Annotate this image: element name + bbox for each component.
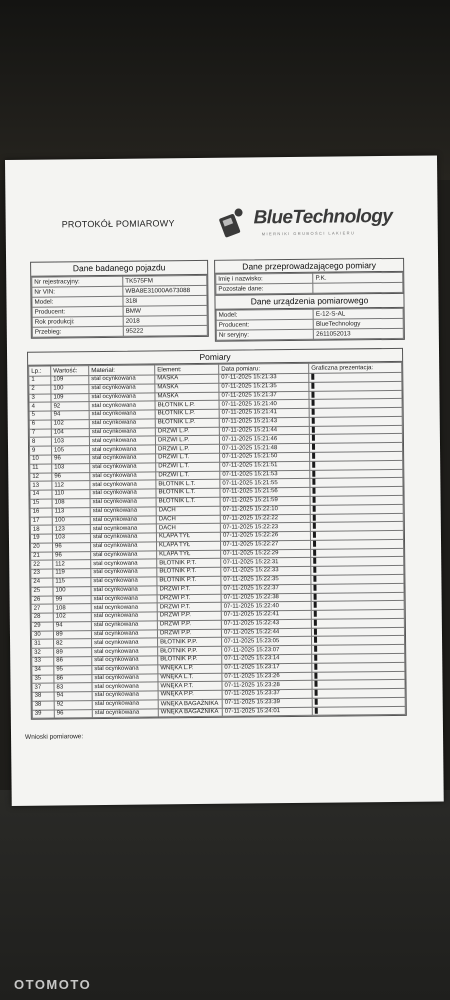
measurement-lp: 24: [31, 578, 53, 587]
measurement-date: 07-11-2025 15:22:44: [221, 628, 311, 638]
measurement-lp: 17: [30, 517, 52, 526]
vehicle-data-value: BMW: [123, 305, 207, 316]
measurement-material: stal ocynkowana: [91, 559, 157, 568]
measurement-lp: 26: [31, 596, 53, 605]
measurement-lp: 21: [31, 552, 53, 561]
measurement-lp: 37: [32, 683, 54, 692]
vehicle-data-box: [30, 260, 209, 339]
vehicle-data-value: WBA8E31000A673088: [123, 285, 207, 296]
measurement-material: stal ocynkowana: [91, 586, 157, 595]
measurement-element: DRZWI P.T.: [157, 585, 221, 594]
measurement-material: stal ocynkowana: [91, 594, 157, 603]
measurement-element: KLAPA TYŁ: [157, 541, 221, 550]
measurement-element: KLAPA TYŁ: [157, 550, 221, 559]
value-bar: [313, 567, 316, 573]
value-bar: [312, 426, 315, 432]
measurement-element: WNĘKA BAGAŻNIKA: [158, 708, 222, 717]
column-header: Element:: [155, 364, 219, 375]
measurement-value: 110: [52, 490, 90, 499]
measurement-lp: 33: [32, 657, 54, 666]
device-data-label: Model:: [216, 309, 313, 320]
measurement-element: DACH: [156, 515, 220, 524]
measurement-material: stal ocynkowana: [89, 401, 155, 410]
measurement-lp: 12: [30, 473, 52, 482]
measurement-date: 07-11-2025 15:21:41: [219, 408, 309, 418]
device-data-value: 2611052013: [314, 328, 404, 339]
measurer-data-heading: Dane przeprowadzającego pomiary: [215, 259, 403, 274]
measurement-material: stal ocynkowana: [92, 638, 158, 647]
vehicle-data-value: 318i: [123, 295, 207, 306]
column-header: Data pomiaru:: [219, 363, 309, 374]
measurement-date: 07-11-2025 15:22:23: [220, 523, 310, 533]
device-data-table: [216, 308, 404, 341]
measurement-lp: 39: [32, 710, 54, 719]
background-bottom: [0, 790, 450, 1000]
bluetechnology-logo: [213, 202, 413, 248]
measurement-value: 96: [52, 455, 90, 464]
measurement-element: BŁOTNIK P.P.: [158, 646, 222, 655]
measurement-lp: 16: [30, 508, 52, 517]
value-bar: [313, 514, 316, 520]
value-bar: [313, 558, 316, 564]
value-bar: [312, 444, 315, 450]
measurer-data-label: Imię i nazwisko:: [216, 273, 313, 284]
measurement-date: 07-11-2025 15:22:31: [221, 558, 311, 568]
measurement-value: 89: [54, 648, 92, 657]
device-data-label: Nr seryjny:: [216, 329, 313, 340]
measurement-material: stal ocynkowana: [89, 428, 155, 437]
column-header: Wartość:: [51, 366, 89, 376]
vehicle-data-value: 95222: [123, 325, 207, 336]
measurement-element: BŁOTNIK P.T.: [157, 567, 221, 576]
measurement-material: stal ocynkowana: [91, 621, 157, 630]
measurement-date: 07-11-2025 15:23:28: [222, 681, 312, 691]
measurement-lp: 15: [30, 499, 52, 508]
vehicle-data-label: Producent:: [32, 306, 123, 317]
measurement-lp: 35: [32, 675, 54, 684]
measurement-date: 07-11-2025 15:21:55: [220, 479, 310, 489]
measurement-lp: 23: [31, 569, 53, 578]
vehicle-data-label: Nr rejestracyjny:: [32, 276, 123, 287]
measurement-material: stal ocynkowana: [92, 709, 158, 718]
vehicle-data-label: Rok produkcji:: [32, 316, 123, 327]
measurement-value: 86: [54, 674, 92, 683]
measurement-lp: 2: [29, 385, 51, 394]
measurement-element: MASKA: [155, 392, 219, 401]
measurement-value: 119: [53, 569, 91, 578]
logo-subtitle: MIERNIKI GRUBOŚCI LAKIERU: [261, 230, 356, 237]
measurement-material: stal ocynkowana: [90, 515, 156, 524]
value-bar: [313, 523, 316, 529]
measurement-material: stal ocynkowana: [89, 445, 155, 454]
background-top: [0, 0, 450, 180]
measurement-element: DRZWI L.T.: [156, 453, 220, 462]
measurement-element: DACH: [156, 506, 220, 515]
vehicle-data-heading: Dane badanego pojazdu: [31, 261, 207, 277]
measurement-value: 100: [52, 516, 90, 525]
value-bar: [312, 488, 315, 494]
measurement-element: DRZWI L.P.: [155, 427, 219, 436]
measurement-date: 07-11-2025 15:21:44: [219, 426, 309, 436]
measurement-lp: 14: [30, 490, 52, 499]
measurement-value: 109: [51, 376, 89, 385]
measurement-material: stal ocynkowana: [90, 489, 156, 498]
measurement-element: WNĘKA P.T.: [158, 682, 222, 691]
measurement-element: BŁOTNIK L.P.: [155, 418, 219, 427]
measurement-material: stal ocynkowana: [90, 507, 156, 516]
measurement-lp: 28: [31, 613, 53, 622]
vehicle-data-label: Nr VIN:: [32, 286, 123, 297]
measurement-date: 07-11-2025 15:23:14: [222, 654, 312, 664]
measurement-value: 86: [54, 657, 92, 666]
measurement-lp: 11: [30, 464, 52, 473]
measurement-lp: 20: [31, 543, 53, 552]
measurement-material: stal ocynkowana: [92, 647, 158, 656]
measurement-lp: 31: [32, 639, 54, 648]
measurement-value: 113: [52, 507, 90, 516]
measurement-material: stal ocynkowana: [89, 384, 155, 393]
value-bar: [314, 655, 317, 661]
measurement-lp: 9: [30, 446, 52, 455]
measurement-date: 07-11-2025 15:21:35: [219, 382, 309, 392]
measurement-material: stal ocynkowana: [91, 612, 157, 621]
measurer-data-table: [215, 272, 403, 295]
measurement-value: 102: [51, 420, 89, 429]
measurement-value: 109: [51, 393, 89, 402]
gauge-device-icon: [215, 205, 249, 239]
measurement-date: 07-11-2025 15:21:50: [220, 452, 310, 462]
measurement-graphic: [312, 706, 405, 716]
device-data-value: E-12-S-AL: [313, 308, 403, 319]
measurement-date: 07-11-2025 15:21:51: [220, 461, 310, 471]
measurement-date: 07-11-2025 15:21:46: [219, 435, 309, 445]
value-bar: [315, 699, 318, 705]
measurement-date: 07-11-2025 15:21:53: [220, 470, 310, 480]
measurement-date: 07-11-2025 15:22:26: [220, 531, 310, 541]
measurement-date: 07-11-2025 15:23:17: [222, 663, 312, 673]
measurement-date: 07-11-2025 15:23:07: [222, 646, 312, 656]
measurement-value: 105: [52, 446, 90, 455]
measurement-material: stal ocynkowana: [90, 480, 156, 489]
measurement-element: BŁOTNIK P.P.: [158, 655, 222, 664]
value-bar: [314, 681, 317, 687]
measurement-value: 100: [53, 586, 91, 595]
value-bar: [314, 646, 317, 652]
measurement-element: DACH: [156, 524, 220, 533]
value-bar: [314, 664, 317, 670]
measurement-value: 96: [53, 542, 91, 551]
measurement-element: MASKA: [155, 383, 219, 392]
measurement-date: 07-11-2025 15:21:48: [219, 444, 309, 454]
measurement-element: WNĘKA BAGAŻNIKA: [158, 699, 222, 708]
value-bar: [313, 576, 316, 582]
measurement-date: 07-11-2025 15:21:37: [219, 391, 309, 401]
measurement-date: 07-11-2025 15:21:40: [219, 400, 309, 410]
measurement-element: BŁOTNIK P.T.: [157, 576, 221, 585]
measurement-element: MASKA: [155, 374, 219, 383]
measurement-value: 89: [53, 630, 91, 639]
measurement-lp: 30: [31, 631, 53, 640]
measurement-material: stal ocynkowana: [91, 568, 157, 577]
measurement-lp: 3: [29, 394, 51, 403]
measurement-date: 07-11-2025 15:22:10: [220, 505, 310, 515]
measurement-material: stal ocynkowana: [90, 524, 156, 533]
value-bar: [312, 462, 315, 468]
measurement-date: 07-11-2025 15:22:29: [221, 549, 311, 559]
measurement-lp: 18: [30, 525, 52, 534]
measurement-element: WNĘKA L.T.: [158, 673, 222, 682]
measurement-date: 07-11-2025 15:23:37: [222, 689, 312, 699]
measurement-lp: 10: [30, 455, 52, 464]
measurement-value: 103: [51, 437, 89, 446]
measurement-material: stal ocynkowana: [90, 498, 156, 507]
measurement-value: 104: [51, 428, 89, 437]
measurement-material: stal ocynkowana: [91, 603, 157, 612]
measurement-value: 112: [52, 481, 90, 490]
otomoto-watermark: OTOMOTO: [14, 977, 92, 992]
measurement-lp: 29: [31, 622, 53, 631]
value-bar: [313, 541, 316, 547]
measurement-element: DRZWI P.P.: [157, 629, 221, 638]
measurement-element: BŁOTNIK L.P.: [155, 409, 219, 418]
measurement-lp: 27: [31, 604, 53, 613]
measurement-material: stal ocynkowana: [92, 700, 158, 709]
measurement-protocol-sheet: [5, 155, 444, 805]
measurement-lp: 32: [32, 648, 54, 657]
conclusions-label: Wnioski pomiarowe:: [25, 733, 84, 741]
measurer-data-box: [214, 258, 405, 342]
measurement-material: stal ocynkowana: [90, 454, 156, 463]
measurement-material: stal ocynkowana: [90, 533, 156, 542]
measurement-lp: 6: [29, 420, 51, 429]
measurement-date: 07-11-2025 15:22:40: [221, 602, 311, 612]
measurement-date: 07-11-2025 15:22:41: [221, 610, 311, 620]
value-bar: [314, 593, 317, 599]
value-bar: [314, 628, 317, 634]
measurement-lp: 13: [30, 481, 52, 490]
measurer-data-label: Pozostałe dane:: [216, 283, 313, 294]
value-bar: [314, 672, 317, 678]
value-bar: [315, 707, 318, 713]
measurement-lp: 22: [31, 560, 53, 569]
measurement-lp: 38: [32, 692, 54, 701]
measurement-date: 07-11-2025 15:22:33: [221, 567, 311, 577]
measurement-value: 96: [52, 472, 90, 481]
measurer-data-value: [313, 282, 403, 293]
vehicle-data-table: [31, 275, 208, 338]
protocol-title: PROTOKÓŁ POMIAROWY: [61, 218, 175, 230]
measurement-value: 92: [51, 402, 89, 411]
vehicle-data-value: TK575FM: [123, 275, 207, 286]
measurement-element: DRZWI P.P.: [157, 620, 221, 629]
measurement-date: 07-11-2025 15:23:26: [222, 672, 312, 682]
measurement-element: DRZWI L.P.: [155, 445, 219, 454]
value-bar: [314, 602, 317, 608]
measurement-date: 07-11-2025 15:23:39: [222, 698, 312, 708]
measurement-value: 103: [52, 534, 90, 543]
measurement-material: stal ocynkowana: [91, 577, 157, 586]
measurement-material: stal ocynkowana: [92, 673, 158, 682]
measurement-material: stal ocynkowana: [90, 472, 156, 481]
measurement-lp: 25: [31, 587, 53, 596]
measurement-lp: 7: [29, 429, 51, 438]
measurement-value: 108: [53, 604, 91, 613]
value-bar: [311, 391, 314, 397]
value-bar: [312, 479, 315, 485]
measurement-material: stal ocynkowana: [91, 630, 157, 639]
measurement-element: DRZWI P.P.: [157, 611, 221, 620]
vehicle-data-label: Przebieg:: [32, 326, 123, 337]
measurement-date: 07-11-2025 15:21:59: [220, 496, 310, 506]
measurement-value: 99: [53, 595, 91, 604]
measurement-element: DRZWI P.T.: [157, 603, 221, 612]
measurement-element: WNĘKA L.P.: [158, 664, 222, 673]
measurement-material: stal ocynkowana: [90, 463, 156, 472]
device-data-value: BlueTechnology: [313, 318, 403, 329]
measurement-element: WNĘKA P.P.: [158, 690, 222, 699]
measurement-material: stal ocynkowana: [91, 551, 157, 560]
measurement-value: 100: [51, 384, 89, 393]
measurement-value: 96: [54, 709, 92, 718]
value-bar: [312, 453, 315, 459]
measurement-element: DRZWI L.T.: [156, 462, 220, 471]
measurement-value: 92: [54, 701, 92, 710]
measurement-value: 94: [51, 411, 89, 420]
measurement-lp: 34: [32, 666, 54, 675]
value-bar: [311, 374, 314, 380]
measurement-date: 07-11-2025 15:22:37: [221, 584, 311, 594]
measurement-lp: 1: [29, 376, 51, 385]
measurement-material: stal ocynkowana: [89, 393, 155, 402]
measurement-element: BŁOTNIK L.T.: [156, 488, 220, 497]
measurement-material: stal ocynkowana: [92, 656, 158, 665]
column-header: Materiał:: [89, 365, 155, 376]
measurement-element: BŁOTNIK P.T.: [157, 559, 221, 568]
device-data-heading: Dane urządzenia pomiarowego: [215, 293, 403, 310]
measurement-material: stal ocynkowana: [89, 410, 155, 419]
measurement-element: BŁOTNIK L.T.: [156, 497, 220, 506]
value-bar: [315, 690, 318, 696]
value-bar: [313, 497, 316, 503]
measurement-value: 112: [53, 560, 91, 569]
device-data-row: [216, 328, 403, 340]
measurement-date: 07-11-2025 15:22:35: [221, 575, 311, 585]
measurement-date: 07-11-2025 15:23:05: [222, 637, 312, 647]
measurement-material: stal ocynkowana: [89, 375, 155, 384]
value-bar: [314, 620, 317, 626]
measurement-element: DRZWI P.T.: [157, 594, 221, 603]
column-header: Lp.:: [29, 366, 51, 376]
measurement-value: 94: [54, 692, 92, 701]
measurement-date: 07-11-2025 15:22:38: [221, 593, 311, 603]
measurement-material: stal ocynkowana: [89, 436, 155, 445]
measurer-data-value: P.K.: [313, 272, 403, 283]
measurement-value: 95: [54, 665, 92, 674]
vehicle-data-row: [32, 325, 207, 337]
measurement-lp: 4: [29, 402, 51, 411]
measurement-value: 123: [52, 525, 90, 534]
value-bar: [313, 585, 316, 591]
measurement-element: DRZWI L.P.: [155, 436, 219, 445]
measurement-value: 108: [52, 499, 90, 508]
value-bar: [313, 549, 316, 555]
measurement-value: 94: [53, 621, 91, 630]
measurement-element: KLAPA TYŁ: [156, 532, 220, 541]
value-bar: [312, 470, 315, 476]
measurement-lp: 38: [32, 701, 54, 710]
measurement-element: DRZWI L.T.: [156, 471, 220, 480]
measurement-lp: 5: [29, 411, 51, 420]
measurement-date: 07-11-2025 15:24:01: [222, 707, 312, 717]
vehicle-data-label: Model:: [32, 296, 123, 307]
vehicle-data-value: 2018: [123, 315, 207, 326]
measurement-value: 115: [53, 578, 91, 587]
measurement-value: 83: [54, 683, 92, 692]
measurement-value: 96: [53, 551, 91, 560]
measurement-date: 07-11-2025 15:22:43: [221, 619, 311, 629]
measurement-material: stal ocynkowana: [92, 682, 158, 691]
value-bar: [314, 611, 317, 617]
measurement-lp: 19: [30, 534, 52, 543]
measurements-box: [27, 348, 407, 720]
measurement-material: stal ocynkowana: [92, 691, 158, 700]
measurement-value: 82: [54, 639, 92, 648]
value-bar: [312, 435, 315, 441]
measurements-heading: Pomiary: [28, 349, 402, 366]
logo-text: BlueTechnology: [253, 205, 393, 229]
measurement-element: BŁOTNIK L.T.: [156, 480, 220, 489]
measurement-lp: 8: [29, 437, 51, 446]
value-bar: [312, 400, 315, 406]
value-bar: [312, 409, 315, 415]
measurement-material: stal ocynkowana: [92, 665, 158, 674]
measurement-date: 07-11-2025 15:21:56: [220, 487, 310, 497]
value-bar: [313, 505, 316, 511]
value-bar: [314, 637, 317, 643]
measurement-date: 07-11-2025 15:22:22: [220, 514, 310, 524]
column-header: Graficzna prezentacja:: [309, 362, 402, 373]
measurement-date: 07-11-2025 15:22:27: [221, 540, 311, 550]
measurement-material: stal ocynkowana: [89, 419, 155, 428]
device-data-label: Producent:: [216, 319, 313, 330]
value-bar: [311, 383, 314, 389]
measurement-material: stal ocynkowana: [91, 542, 157, 551]
measurement-date: 07-11-2025 15:21:33: [219, 373, 309, 383]
measurement-element: BŁOTNIK P.P.: [158, 638, 222, 647]
measurement-date: 07-11-2025 15:21:43: [219, 417, 309, 427]
value-bar: [312, 418, 315, 424]
measurements-table: [28, 362, 406, 719]
value-bar: [313, 532, 316, 538]
measurement-value: 103: [52, 463, 90, 472]
measurement-value: 102: [53, 613, 91, 622]
measurement-element: BŁOTNIK L.P.: [155, 401, 219, 410]
